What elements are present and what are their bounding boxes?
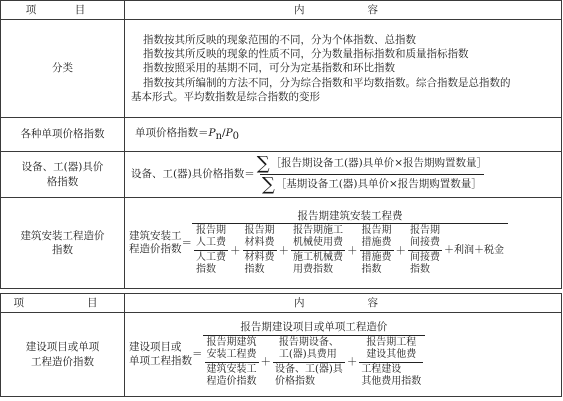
equipment-numerator: ［报告期设备工(器)具单价×报告期购置数量］ xyxy=(270,157,488,169)
equipment-price-formula xyxy=(125,152,562,198)
price-base-symbol: P xyxy=(225,126,233,139)
equipment-fraction xyxy=(255,155,489,194)
other-cost-term: 报告期工程 建设其他费 工程建设 其他费用指数 xyxy=(361,336,422,387)
plus-sign: ＋ xyxy=(260,356,271,368)
header-item-cell: 项 目 xyxy=(1,294,125,313)
classification-line-4: 指数按其所编制的方法不同，分为综合指数和平均数指数。综合指数是总指数的 xyxy=(143,76,511,89)
construction-install-formula xyxy=(125,198,562,289)
price-report-subscript: n xyxy=(215,130,223,142)
plus-sign: ＋ xyxy=(347,244,358,257)
construction-prefix xyxy=(129,230,182,256)
plus-sign: ＋ xyxy=(395,244,406,257)
project-price-row xyxy=(1,313,562,397)
material-cost-term: 报告期 材料费 材料费 指数 xyxy=(244,225,275,276)
equipment-price-label xyxy=(1,152,125,198)
construction-fraction xyxy=(192,210,508,277)
construction-prefix-line-2: 程造价指数 xyxy=(129,243,182,255)
classification-label: 分类 xyxy=(1,20,125,118)
project-denominator xyxy=(203,335,426,388)
classification-line-1: 指数按其所反映的现象范围的不同，分为个体指数、总指数 xyxy=(143,34,416,47)
table2-header-row xyxy=(1,294,562,313)
project-prefix-line-1: 建设项目或 xyxy=(129,341,182,354)
project-label-line-1: 建设项目或单项 xyxy=(25,341,100,354)
construction-install-row xyxy=(1,198,562,289)
equipment-label-line-1: 设备、工(器)具价 xyxy=(21,161,104,174)
index-table-2 xyxy=(0,293,562,397)
project-price-label xyxy=(1,313,125,397)
plus-sign: ＋ xyxy=(278,244,289,257)
construction-label-line-1: 建筑安装工程造价 xyxy=(20,229,105,242)
equipment-label-line-2: 格指数 xyxy=(46,175,79,188)
project-numerator: 报告期建设项目或单项工程造价 xyxy=(240,321,388,334)
construction-denominator xyxy=(192,223,508,276)
measure-cost-term: 报告期 措施费 措施费 指数 xyxy=(361,225,392,276)
header-item-cell: 项 目 xyxy=(1,1,125,20)
install-cost-term: 报告期建筑 安装工程费 建筑安装工 程造价指数 xyxy=(206,336,257,387)
project-fraction xyxy=(203,321,426,388)
project-label-line-2: 工程造价指数 xyxy=(31,355,94,368)
single-price-label: 各种单项价格指数 xyxy=(1,118,125,152)
header-content-cell: 内 容 xyxy=(125,294,562,313)
project-prefix-line-2: 单项工程指数 xyxy=(129,354,192,367)
sum-symbol-numerator: ∑ xyxy=(256,153,270,174)
indirect-cost-term: 报告期 间接费 间接费 指数 xyxy=(410,225,440,276)
classification-content xyxy=(125,20,562,118)
sum-symbol-denominator: ∑ xyxy=(261,174,275,195)
equipment-price-row xyxy=(1,152,562,198)
price-report-symbol: P xyxy=(208,126,216,139)
price-base-subscript: 0 xyxy=(232,130,240,142)
header-content-cell: 内 容 xyxy=(125,1,562,20)
construction-install-label xyxy=(1,198,125,289)
equipment-formula-prefix: 设备、工(器)具价格指数＝ xyxy=(131,168,255,181)
single-price-row xyxy=(1,118,562,152)
single-price-prefix: 单项价格指数＝ xyxy=(135,126,209,139)
plus-sign: ＋ xyxy=(346,356,358,368)
plus-sign: ＋ xyxy=(230,244,241,257)
classification-line-2: 指数按其所反映的现象的性质不同，分为数量指标指数和质量指标指数 xyxy=(143,48,469,61)
machinery-cost-term: 报告期施工 机械使用费 施工机械费 用费指数 xyxy=(293,225,343,276)
equipment-cost-term: 报告期设备、 工(器)具费用 设备、工(器)具 价格指数 xyxy=(275,336,343,387)
project-price-formula xyxy=(125,313,562,397)
table1-header-row xyxy=(1,1,562,20)
classification-line-5: 基本形式。平均数指数是综合指数的变形 xyxy=(131,90,320,103)
labor-cost-term: 报告期 人工费 人工费 指数 xyxy=(196,225,226,276)
equipment-denominator: ［基期设备工(器)具单价×报告期购置数量］ xyxy=(275,178,482,190)
construction-prefix-line-1: 建筑安装工 xyxy=(129,229,182,242)
construction-numerator: 报告期建筑安装工程费 xyxy=(297,209,403,222)
project-equals: ＝ xyxy=(192,348,203,361)
project-prefix xyxy=(129,341,192,367)
construction-equals: ＝ xyxy=(181,236,192,249)
classification-row xyxy=(1,20,562,118)
construction-label-line-2: 指数 xyxy=(52,244,73,256)
classification-line-3: 指数按照采用的基期不同，可分为定基指数和环比指数 xyxy=(143,62,395,75)
single-price-formula: 单项价格指数$=P_n/P_0$ xyxy=(125,118,562,152)
profit-tax-tail: ＋利润＋税金 xyxy=(444,244,504,256)
